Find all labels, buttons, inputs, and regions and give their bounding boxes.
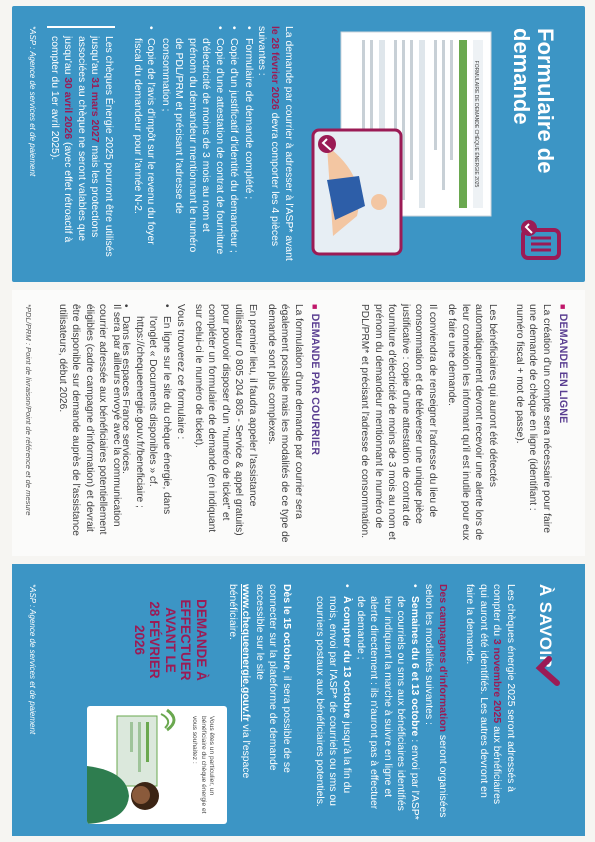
card-text: Vous êtes un particulier, un bénéficiaire du chèque énergie et vous souhaitez : bbox=[191, 716, 215, 814]
footnote: *ASP : Agence de services et de paiement bbox=[28, 26, 37, 177]
mail-request-text-3: Vous trouverez ce formulaire : bbox=[175, 304, 186, 440]
footnote: *ASP : Agence de services et de paiement bbox=[28, 584, 37, 735]
info-panel bbox=[12, 564, 585, 836]
form-panel-title bbox=[509, 28, 557, 198]
title-line-1: Formulaire de bbox=[533, 28, 558, 174]
info-intro-date: 3 novembre 2025 bbox=[491, 638, 503, 724]
list-item bbox=[312, 584, 353, 820]
campaign-list bbox=[312, 584, 421, 820]
validity-date-2: 30 avril 2026 bbox=[62, 77, 74, 140]
validity-text-end: (avec effet rétroactif à compter du 1er avril 2025). bbox=[49, 36, 74, 243]
platform-link[interactable]: www.chequeenergie.gouv.fr bbox=[240, 584, 252, 722]
validity-note bbox=[48, 26, 116, 266]
request-panel bbox=[12, 290, 585, 556]
platform-note bbox=[225, 584, 293, 820]
online-request-heading: ■ DEMANDE EN LIGNE bbox=[557, 304, 569, 423]
check-icon bbox=[533, 656, 561, 686]
info-intro bbox=[463, 584, 517, 820]
list-item: • Copie d'une attestation de contrat de fourniture d'électricité de moins de 3 mois au nom et prénom du demandeur mentionnant le numéro de PDL/PRM et précisant l'adresse de consommation ; bbox=[159, 26, 227, 266]
deadline-line: 28 FÉVRIER bbox=[147, 601, 163, 679]
deadline-line: AVANT LE bbox=[163, 607, 178, 673]
validity-text: Les chèques Énergie 2025 pourront être utilisés jusqu'au bbox=[89, 36, 114, 257]
footnote: *PDL/PRM : Point de livraison/Point de référence et de mesure bbox=[24, 304, 33, 516]
mail-request-text: La formulation d'une demande par courrier sera également possible mais les modalités de ce type de demande sont plus complexes. bbox=[265, 304, 304, 543]
campaign-text: seront organisées selon les modalités suivantes : bbox=[423, 584, 448, 818]
mail-request-heading: ■ DEMANDE PAR COURRIER bbox=[309, 304, 321, 455]
deadline-line: DEMANDE À bbox=[194, 599, 209, 681]
required-documents-list bbox=[130, 26, 256, 266]
beneficiary-illustration bbox=[87, 706, 187, 824]
list-item: • Formulaire de demande complété ; bbox=[242, 26, 256, 266]
campaign-item-title: À compter du 13 octobre bbox=[341, 596, 353, 719]
beneficiary-card bbox=[87, 706, 227, 824]
list-item: • Dans les espaces France services. bbox=[119, 304, 133, 544]
validity-text-mid: mais les protections associées au chèque ne seront valables que jusqu'au bbox=[62, 36, 101, 242]
deadline-callout bbox=[105, 584, 215, 696]
form-intro-suffix: devra comporter les 4 pièces suivantes : bbox=[256, 26, 281, 247]
document-check-icon bbox=[517, 216, 565, 268]
list-item bbox=[353, 584, 421, 820]
campaign-item-title: Semaines du 6 et 13 octobre bbox=[409, 596, 420, 737]
campaign-item-text: : envoi par l'ASP* de courriels ou sms aux bénéficiaires identifiés leur indiquant la marche à suivre en ligne et alerte directement : ils n'auront pas à effectuer de demande ; bbox=[354, 596, 420, 820]
mail-request-text-4: Il sera par ailleurs envoyé avec la communication courrier adressée aux bénéficiaires potentiellement éligibles (cadre campagne d'information) et devrait être disponible sur demande auprès de l'assistance utilisateurs, début 2026. bbox=[56, 304, 122, 536]
title-line-2: demande bbox=[509, 28, 534, 125]
info-intro-suffix: aux bénéficiaires qui auront été identifiés. Les autres devront en faire la demande. bbox=[464, 584, 503, 805]
list-item: • En ligne sur le site du chèque énergie, dans l'onglet « Documents disponibles » cf. https://chequeenergie.gouv.fr/beneficiaire ; bbox=[132, 304, 173, 544]
platform-text-end: via l'espace bénéficiaire. bbox=[226, 584, 252, 779]
deadline-line: 2026 bbox=[132, 624, 147, 656]
campaign-intro bbox=[422, 584, 449, 820]
form-header-text: FORMULAIRE DE DEMANDE CHÈQUE ÉNERGIE 2025 bbox=[473, 60, 479, 188]
info-intro-text: Les chèques énergie 2025 seront adressés à compter du bbox=[491, 584, 516, 792]
online-request-text-3: Il conviendra de renseigner l'adresse du lieu de consommation et de téléverser une unique pièce justificative : copie d'une attestation de contrat de fourniture d'électricité de moins de 3 mois au nom et prénom du demandeur mentionnant le numéro de PDL/PRM* et précisant l'adresse de consommation. bbox=[359, 304, 438, 540]
info-panel-title: À SAVOIR bbox=[536, 584, 555, 669]
campaign-item-text: jusqu'à la fin du mois, envoi par l'ASP* de courriels ou sms ou courriers postaux aux bénéficiaires potentiels. bbox=[313, 596, 353, 807]
campaign-label: Des campagnes d'information bbox=[437, 584, 448, 732]
form-panel bbox=[12, 6, 585, 282]
form-intro-text: La demande par courrier à adresser à l'ASP* avant bbox=[283, 26, 294, 261]
list-item: • Copie de l'avis d'impôt sur le revenu du foyer fiscal du demandeur pour l'année N-2. bbox=[131, 26, 158, 266]
form-intro bbox=[255, 26, 296, 266]
platform-text: , il sera possible de se connecter sur la plateforme de demande accessible sur le site bbox=[253, 584, 292, 773]
list-item: • Copie d'un justificatif d'identité du demandeur ; bbox=[227, 26, 241, 266]
form-deadline-date: le 28 février 2026 bbox=[269, 26, 281, 110]
validity-date-1: 31 mars 2027 bbox=[89, 77, 101, 143]
platform-date: Dès le 15 octobre bbox=[281, 584, 292, 671]
mail-request-text-2: En premier lieu, il faudra appeler l'assistance utilisateur 0 805 204 805 - Service & appel gratuits) pour pouvoir disposer d'un "numéro de ticket" et compléter un formulaire de demande (en indiquant sur celui-ci le numéro de ticket). bbox=[192, 304, 258, 536]
deadline-line: EFFECTUER bbox=[178, 599, 194, 681]
form-illustration bbox=[307, 26, 497, 262]
form-location-list bbox=[119, 304, 173, 544]
online-request-text-2: Les bénéficiaires qui auront été détectés automatiquement devront recevoir une alerte lors de leur connexion les informant qu'il est inutile pour eux de faire une demande. bbox=[446, 304, 498, 541]
online-request-text: La création d'un compte sera nécessaire pour faire une demande de chèque en ligne (identifiant : numéro fiscal + mot de passe). bbox=[513, 304, 552, 534]
